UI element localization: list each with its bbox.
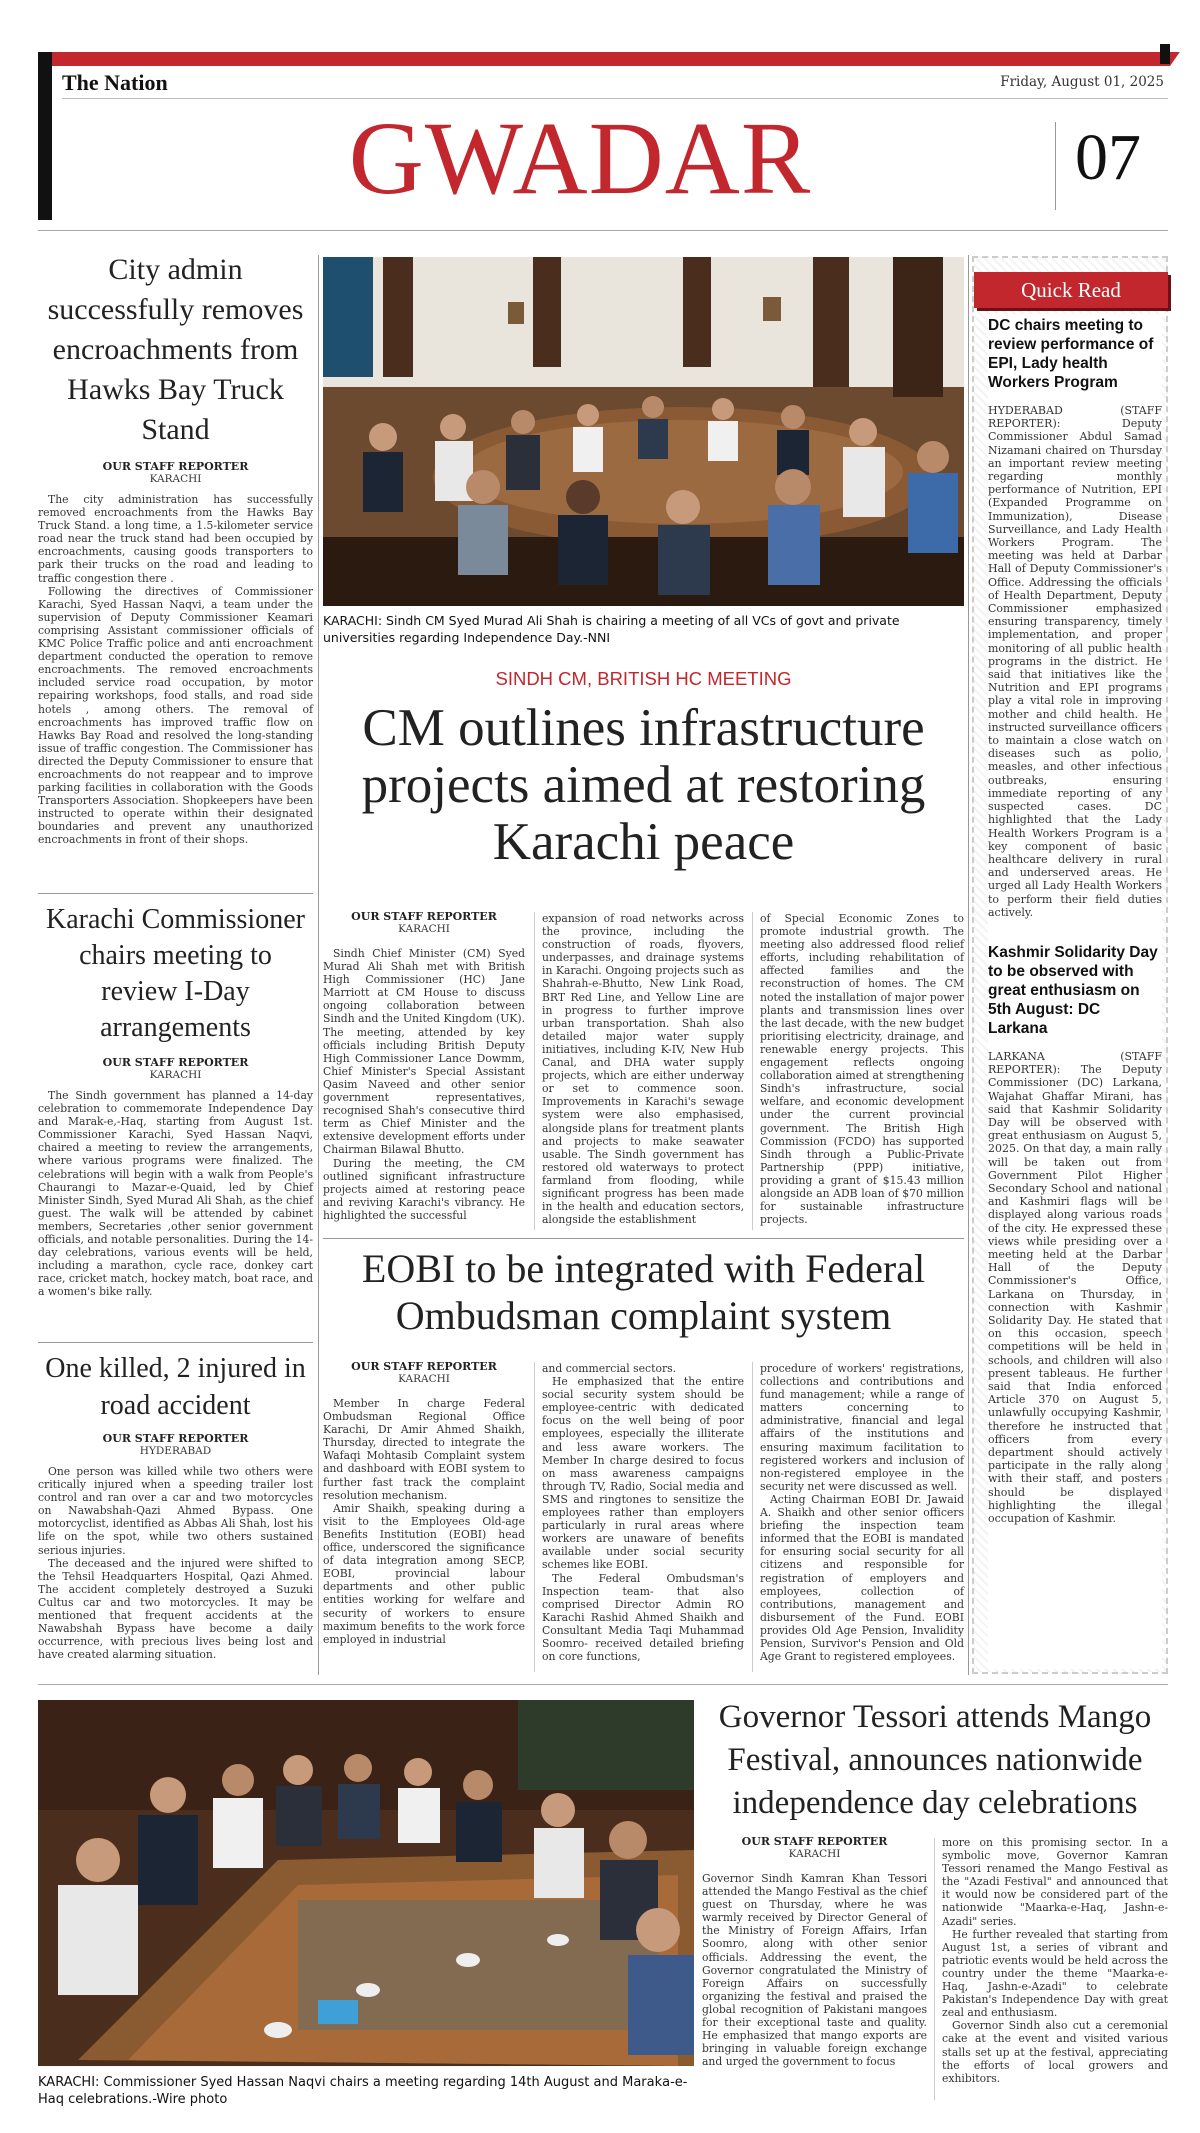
headline: Karachi Commissioner chairs meeting to review I-Day arrangements	[46, 904, 305, 1043]
quick-read-item-title: DC chairs meeting to review performance of EPI, Lady health Workers Program	[988, 317, 1154, 391]
masthead-bottom-rule	[38, 230, 1168, 231]
quick-read-item-title: Kashmir Solidarity Day to be observed with great enthusiasm on 5th August: DC Larkana	[988, 943, 1158, 1037]
article-road-accident	[38, 1350, 313, 1661]
lead-kicker: SINDH CM, BRITISH HC MEETING	[495, 668, 792, 689]
paragraph: The Sindh government has planned a 14-day celebration to commemorate Independence Day and Marak-e,-Haq, starting from August 1st. Commissioner Karachi, Syed Hassan Naqvi, chaired a meeting to review the arrangements, where various programs were finalized. The celebrations will begin with a walk from People's Chaurangi to Mazar-e-Quaid, led by Chief Minister Sindh, Syed Murad Ali Shah, as the chief guest. The walk will be attended by cabinet members, Secretaries ,other senior government officials, and notable personalities. During the 14-day celebrations, various events will be held, including a marathon, cycle race, donkey cart race, cricket match, hockey match, boat race, and a women's bike rally.	[38, 1089, 313, 1299]
bottom-separator	[38, 1684, 1168, 1685]
lead-col-2	[542, 912, 744, 1226]
quick-read-item-text: LARKANA (STAFF REPORTER): The Deputy Commissioner (DC) Larkana, Wajahat Ghaffar Mirani, has said that Kashmir Solidarity Day will be observed with great enthusiasm on August 5, 2025. On that day, a main rally will be taken out from Government Pilot Higher Secondary School and national and Kashmiri flags will be displayed along various roads of the city. He expressed these views while presiding over a meeting held at the Darbar Hall of the Deputy Commissioner's Office, Larkana on Thursday, in connection with Kashmir Solidarity Day. He stated that on this occasion, speech competitions will be held in schools, and children will also present tableaus. He further said that India enforced Article 370 on August 5, unlawfully occupying Kashmir, therefore he instructed that officers from every department should actively participate in the rally along with their staff, and posters should be displayed highlighting the illegal occupation of Kashmir.	[988, 1049, 1162, 1526]
left-column-divider	[318, 255, 319, 1675]
location: KARACHI	[398, 1373, 450, 1385]
location: HYDERABAD	[139, 1445, 212, 1457]
eobi-col-1	[323, 1360, 525, 1646]
paragraph: The deceased and the injured were shifted to the Tehsil Headquarters Hospital, Qazi Ahmed. The accident completely destroyed a Suzuki Cultus car and two motorcycles. It may be mentioned that frequent accidents at the Nawabshah Bypass have become a daily occurrence, with precious lives being lost and have created alarming situation.	[38, 1556, 313, 1662]
eobi-col-2	[542, 1362, 744, 1663]
lead-col-1	[323, 910, 525, 1222]
paragraph: of Special Economic Zones to promote industrial growth. The meeting also addressed flood relief efforts, including rehabilitation of affected families and the reconstruction of homes. The CM noted the installation of major power plants and transmission lines over the last decade, with the new budget prioritising electricity, drainage, and renewable energy projects. This engagement reflects ongoing collaboration aimed at strengthening Sindh's infrastructure, social welfare, and economic development under the current provincial government. The British High Commission (FCDO) has supported Sindh through a Public-Private Partnership (PPP) initiative, providing a grant of $15.43 million alongside an ADB loan of $70 million for sustainable infrastructure projects.	[760, 912, 964, 1227]
paragraph: Sindh Chief Minister (CM) Syed Murad Ali Shah met with British High Commissioner (HC) Jane Marriott at CM House to discuss ongoing collaboration between Sindh and the United Kingdom (UK). The meeting, attended by key officials including British Deputy High Commissioner Lance Dowmm, Chief Minister's Special Assistant Qasim Naveed and other senior government representatives, recognised Shah's consecutive third term as Chief Minister and the extensive development efforts under Chairman Bilawal Bhutto.	[323, 947, 526, 1157]
meeting-photo-illustration	[323, 257, 964, 606]
paragraph: The Federal Ombudsman's Inspection team- that also comprised Director Admin RO Karachi Rashid Ahmed Shaikh and Consultant Media Taqi Muhammad Soomro- received detailed briefing on core functions,	[542, 1571, 744, 1664]
location: KARACHI	[149, 473, 202, 485]
article-separator	[38, 893, 313, 894]
page-number-divider	[1055, 122, 1056, 210]
photo-caption: KARACHI: Commissioner Syed Hassan Naqvi chairs a meeting regarding 14th August and Marakа-e-Haq celebrations.-Wire photo	[38, 2075, 688, 2107]
reporter: OUR STAFF REPORTER	[351, 1360, 497, 1373]
story-separator	[323, 1238, 964, 1239]
eobi-col-3	[760, 1362, 964, 1663]
reporter: OUR STAFF REPORTER	[102, 1432, 249, 1445]
quick-read-header	[974, 272, 1168, 308]
paragraph: The city administration has successfully removed encroachments from the Hawks Bay Truck Stand. a long time, a 1.5-kilometer service road near the truck stand had been occupied by encroachments, causing goods transporters to park their trucks on the road and leading to traffic congestion there .	[38, 493, 313, 585]
reporter: OUR STAFF REPORTER	[351, 910, 497, 923]
photo-caption: KARACHI: Sindh CM Syed Murad Ali Shah is chairing a meeting of all VCs of govt and private universities regarding Independence Day.-NNI	[323, 613, 900, 645]
paragraph: He emphasized that the entire social security system should be employee-centric with dedicated focus on the well being of poor employees, especially the illiterate and less aware workers. The Member In charge desired to focus on mass awareness campaigns through TV, Radio, Social media and SMS and ringtones to sensitize the employees rather than employers particularly in rural areas where workers are unaware of benefits available under social security schemes like EOBI.	[542, 1375, 744, 1572]
paragraph: During the meeting, the CM outlined significant infrastructure projects aimed at restoring peace and reviving Karachi's vibrancy. He highlighted the successful	[323, 1156, 525, 1222]
article-iday	[38, 902, 313, 1299]
top-black-corner	[1160, 44, 1170, 64]
paper-name: The Nation	[62, 70, 168, 95]
paragraph: Following the directives of Commissioner Karachi, Syed Hassan Naqvi, a team under the supervision of Deputy Commissioner Keamari comprising Assistant commissioner officials of KMC Police Traffic police and anti encroachment department conducted the operation to remove encroachments. The removed encroachments included service road occupation, by motor repairing workshops, food stalls, and road side hotels , among others. The removal of encroachments has improved traffic flow on Hawks Bay Road and resolved the long-standing issue of traffic congestion. The Commissioner has directed the Deputy Commissioner to ensure that encroachments do not reappear and to improve parking facilities in collaboration with the Goods Transporters Association. Shopkeepers have been instructed to operate within their designated boundaries and prevent any unauthorized encroachments in front of their shops.	[38, 584, 313, 847]
issue-date: Friday, August 01, 2025	[1000, 74, 1164, 90]
article-hawks-bay	[38, 250, 313, 847]
governor-col-1	[702, 1835, 927, 2068]
col-divider	[534, 1362, 535, 1672]
right-column-divider	[968, 255, 969, 1675]
photo-commissioner-meeting	[38, 1700, 694, 2066]
location: KARACHI	[149, 1069, 202, 1081]
paragraph: Acting Chairman EOBI Dr. Jawaid A. Shaikh and other senior officers briefing the inspection team informed that the EOBI is mandated for ensuring social security for all citizens and responsible for registration of employers and employees, collection of contributions, management and disbursement of the Fund. EOBI provides Old Age Pension, Invalidity Pension, Survivor's Pension and Old Age Grant to registered employees.	[760, 1492, 964, 1664]
section-title: GWADAR	[348, 101, 812, 216]
quick-read-item-text: HYDERABAD (STAFF REPORTER): Deputy Commissioner Abdul Samad Nizamani chaired on Thursday an important review meeting regarding monthly performance of Nutrition, EPI (Expanded Programme on Immunization), Disease Surveillance, and Lady Health Workers Program. The meeting was held at Darbar Hall of Deputy Commissioner's Office. Addressing the officials of Health Department, Deputy Commissioner emphasized ensuring transparency, timely implementation, and proper monitoring of all public health programs in the district. He said that initiatives like the Nutrition and EPI programs play a vital role in improving mother and child health. He instructed surveillance officers to maintain a close watch on diseases such as polio, measles, and other infectious outbreaks, ensuring immediate reporting of any suspected cases. DC highlighted that the Lady Health Workers Program is a key component of basic healthcare delivery in rural and underserved areas. He urged all Lady Health Workers to perform their field duties actively.	[988, 404, 1162, 919]
article-separator	[38, 1342, 313, 1343]
paragraph: Governor Sindh also cut a ceremonial cake at the event and visited various stalls set up at the festival, appreciating the efforts of local growers and exhibitors.	[942, 2019, 1168, 2085]
paragraph: Amir Shaikh, speaking during a visit to the Employees Old-age Benefits Institution (EOBI) head office, underscored the significance of data integration among SECP, EOBI, provincial labour departments and other public entities working for welfare and security of workers to ensure maximum benefits to the work force employed in industrial	[323, 1501, 525, 1646]
quick-read-label: Quick Read	[1021, 278, 1121, 302]
masthead-rule	[62, 98, 1168, 99]
paragraph: Governor Sindh Kamran Khan Tessori attended the Mango Festival as the chief guest on Thursday, where he was warmly received by Director General of the Ministry of Foreign Affairs, Irfan Soomro, along with other senior officials. Addressing the event, the Governor congratulated the Ministry of Foreign Affairs on successfully organizing the festival and praised the global recognition of Pakistani mangoes for their exceptional taste and quality. He emphasized that mango exports are bringing in valuable foreign exchange and urged the government to focus	[702, 1872, 927, 2069]
page-number: 07	[1075, 121, 1141, 194]
paragraph: One person was killed while two others were critically injured when a speeding trailer lost control and ran over a car and two motorcycles on Nawabshah-Qazi Ahmed Bypass. One motorcyclist, identified as Abbas Ali Shah, lost his life on the spot, while two others sustained serious injuries.	[38, 1465, 313, 1557]
col-divider	[534, 912, 535, 1230]
lead-col-3	[760, 912, 964, 1226]
reporter: OUR STAFF REPORTER	[102, 460, 249, 473]
paragraph: expansion of road networks across the province, including the construction of roads, flyovers, underpasses, and drainage systems in Karachi. Ongoing projects such as Shahrah-e-Bhutto, New Link Road, BRT Red Line, and Yellow Line are in progress to further improve urban transportation. Shah also detailed major water supply initiatives, including K-IV, New Hub Canal, and DHA water supply projects, which are either underway or set to commence soon. Improvements in Karachi's sewage system were also emphasised, alongside plans for treatment plants and projects to make seawater usable. The Sindh government has restored old waterways to protect farmland from flooding, while significant progress has been made in the health and education sectors, alongside the establishment	[542, 912, 744, 1227]
left-black-bar	[38, 52, 52, 220]
paragraph: and commercial sectors.	[542, 1362, 677, 1375]
governor-col-2	[942, 1836, 1168, 2085]
paragraph: He further revealed that starting from August 1st, a series of vibrant and patriotic events would be held across the country under the theme "Maarka-e-Haq, Jashn-e-Azadi" to celebrate Pakistan's Independence Day with great zeal and enthusiasm.	[942, 1927, 1168, 2020]
paragraph: Member In charge Federal Ombudsman Regional Office Karachi, Dr Amir Ahmed Shaikh, Thursday, directed to integrate the Wafaqi Mohtasib Complaint system and dashboard with EOBI system to further fast track the complaint resolution mechanism.	[323, 1397, 525, 1502]
meeting-photo-illustration	[38, 1700, 694, 2066]
headline: City admin successfully removes encroachments from Hawks Bay Truck Stand	[47, 253, 304, 446]
governor-headline: Governor Tessori attends Mango Festival, announces nationwide independence day celebrations	[718, 1699, 1152, 1821]
col-divider	[752, 1362, 753, 1672]
reporter: OUR STAFF REPORTER	[741, 1835, 888, 1848]
location: KARACHI	[788, 1848, 841, 1860]
paragraph: more on this promising sector. In a symbolic move, Governor Kamran Tessori renamed the Mango Festival as the "Azadi Festival" and announced that it would now be considered part of the nationwide "Maarka-e-Haq, Jashn-e-Azadi" series.	[942, 1836, 1168, 1928]
paragraph: procedure of workers' registrations, collections and contributions and fund management; while a range of matters concerning to administrative, financial and legal affairs of the institutions and ensuring maximum facilitation to registered workers and inclusion of non-registered employee in the security net were discussed as well.	[760, 1362, 964, 1493]
col-divider	[752, 912, 753, 1230]
photo-cm-meeting	[323, 257, 964, 606]
reporter: OUR STAFF REPORTER	[102, 1056, 249, 1069]
quick-read-content	[988, 314, 1162, 1669]
eobi-headline: EOBI to be integrated with Federal Ombudsman complaint system	[361, 1246, 926, 1338]
top-red-band	[38, 52, 1180, 66]
headline: One killed, 2 injured in road accident	[45, 1353, 306, 1421]
col-divider	[934, 1838, 935, 2100]
lead-headline: CM outlines infrastructure projects aimed at restoring Karachi peace	[361, 699, 926, 871]
location: KARACHI	[398, 923, 450, 935]
